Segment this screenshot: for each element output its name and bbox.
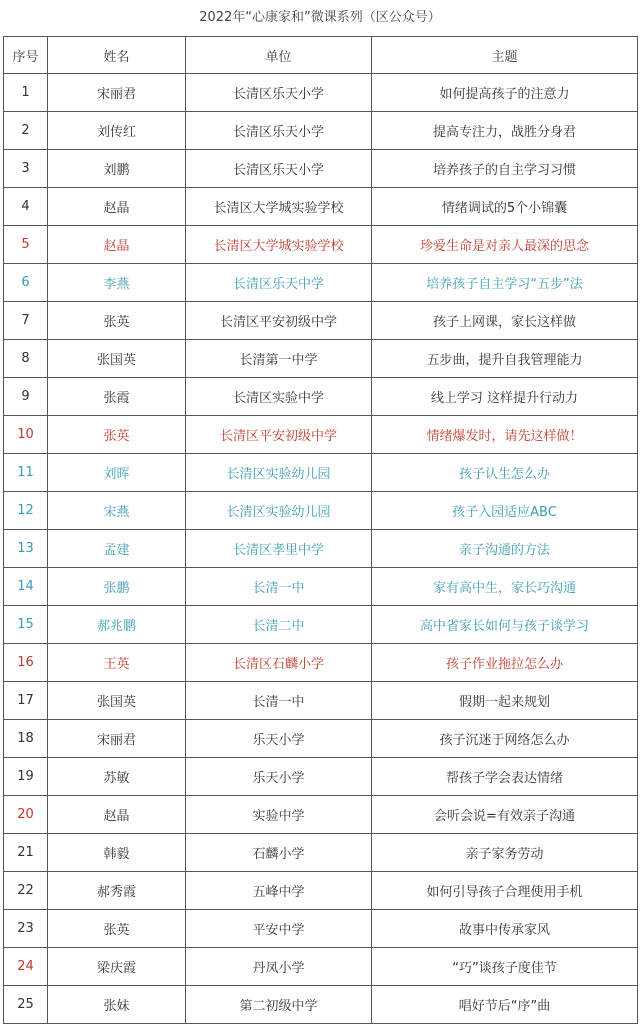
cell-topic: 孩子上网课，家长这样做 — [372, 302, 638, 340]
cell-unit: 长清区乐天小学 — [186, 112, 372, 150]
table-row — [4, 226, 638, 264]
cell-number: 14 — [4, 568, 48, 606]
table-row — [4, 758, 638, 796]
cell-unit: 乐天小学 — [186, 758, 372, 796]
cell-unit: 长清区大学城实验学校 — [186, 226, 372, 264]
header-number: 序号 — [4, 37, 48, 74]
cell-number: 18 — [4, 720, 48, 758]
table-row — [4, 416, 638, 454]
cell-name: 孟建 — [48, 530, 186, 568]
cell-number: 24 — [4, 948, 48, 986]
cell-name: 张英 — [48, 416, 186, 454]
cell-topic: 孩子入园适应ABC — [372, 492, 638, 530]
cell-topic: 珍爱生命是对亲人最深的思念 — [372, 226, 638, 264]
cell-topic: 情绪调试的5个小锦囊 — [372, 188, 638, 226]
cell-name: 刘鹏 — [48, 150, 186, 188]
header-name: 姓名 — [48, 37, 186, 74]
cell-name: 张霞 — [48, 378, 186, 416]
cell-number: 23 — [4, 910, 48, 948]
cell-unit: 长清二中 — [186, 606, 372, 644]
cell-number: 2 — [4, 112, 48, 150]
cell-name: 李燕 — [48, 264, 186, 302]
table-row — [4, 302, 638, 340]
cell-topic: 培养孩子自主学习“五步”法 — [372, 264, 638, 302]
cell-unit: 乐天小学 — [186, 720, 372, 758]
cell-number: 21 — [4, 834, 48, 872]
cell-topic: 家有高中生，家长巧沟通 — [372, 568, 638, 606]
micro-course-table — [3, 36, 638, 1024]
cell-topic: 孩子作业拖拉怎么办 — [372, 644, 638, 682]
table-row — [4, 606, 638, 644]
cell-name: 赵晶 — [48, 188, 186, 226]
cell-name: 张英 — [48, 910, 186, 948]
cell-unit: 长清区平安初级中学 — [186, 416, 372, 454]
cell-unit: 长清一中 — [186, 568, 372, 606]
cell-name: 张鹏 — [48, 568, 186, 606]
cell-topic: 假期一起来规划 — [372, 682, 638, 720]
cell-topic: 提高专注力，战胜分身君 — [372, 112, 638, 150]
cell-unit: 石麟小学 — [186, 834, 372, 872]
cell-unit: 长清第一中学 — [186, 340, 372, 378]
cell-name: 刘晖 — [48, 454, 186, 492]
cell-topic: 培养孩子的自主学习习惯 — [372, 150, 638, 188]
table-row — [4, 796, 638, 834]
cell-name: 刘传红 — [48, 112, 186, 150]
table-row — [4, 112, 638, 150]
cell-topic: 亲子沟通的方法 — [372, 530, 638, 568]
cell-number: 11 — [4, 454, 48, 492]
cell-name: 苏敏 — [48, 758, 186, 796]
cell-unit: 长清区实验幼儿园 — [186, 492, 372, 530]
cell-topic: 高中省家长如何与孩子谈学习 — [372, 606, 638, 644]
table-row — [4, 986, 638, 1024]
cell-topic: 会听会说=有效亲子沟通 — [372, 796, 638, 834]
table-row — [4, 530, 638, 568]
cell-name: 宋燕 — [48, 492, 186, 530]
cell-unit: 五峰中学 — [186, 872, 372, 910]
table-row — [4, 492, 638, 530]
cell-number: 6 — [4, 264, 48, 302]
cell-topic: 五步曲，提升自我管理能力 — [372, 340, 638, 378]
header-topic: 主题 — [372, 37, 638, 74]
cell-name: 赵晶 — [48, 796, 186, 834]
table-row — [4, 644, 638, 682]
cell-name: 宋丽君 — [48, 720, 186, 758]
cell-number: 12 — [4, 492, 48, 530]
cell-name: 梁庆霞 — [48, 948, 186, 986]
cell-topic: 孩子认生怎么办 — [372, 454, 638, 492]
table-row — [4, 378, 638, 416]
cell-topic: “巧”谈孩子度佳节 — [372, 948, 638, 986]
cell-topic: 亲子家务劳动 — [372, 834, 638, 872]
cell-number: 10 — [4, 416, 48, 454]
cell-number: 13 — [4, 530, 48, 568]
cell-unit: 实验中学 — [186, 796, 372, 834]
cell-number: 9 — [4, 378, 48, 416]
cell-number: 4 — [4, 188, 48, 226]
cell-topic: 故事中传承家风 — [372, 910, 638, 948]
table-row — [4, 150, 638, 188]
cell-unit: 平安中学 — [186, 910, 372, 948]
table-row — [4, 340, 638, 378]
table-row — [4, 682, 638, 720]
cell-name: 宋丽君 — [48, 74, 186, 112]
table-header-row — [4, 37, 638, 74]
cell-unit: 长清一中 — [186, 682, 372, 720]
cell-unit: 长清区平安初级中学 — [186, 302, 372, 340]
cell-topic: 帮孩子学会表达情绪 — [372, 758, 638, 796]
table-row — [4, 834, 638, 872]
cell-unit: 第二初级中学 — [186, 986, 372, 1024]
cell-number: 5 — [4, 226, 48, 264]
cell-name: 郝秀霞 — [48, 872, 186, 910]
cell-number: 17 — [4, 682, 48, 720]
cell-name: 张国英 — [48, 340, 186, 378]
cell-number: 8 — [4, 340, 48, 378]
table-row — [4, 872, 638, 910]
cell-unit: 长清区乐天中学 — [186, 264, 372, 302]
cell-number: 16 — [4, 644, 48, 682]
cell-name: 赵晶 — [48, 226, 186, 264]
cell-name: 张英 — [48, 302, 186, 340]
cell-number: 19 — [4, 758, 48, 796]
table-body — [4, 74, 638, 1024]
cell-unit: 长清区石麟小学 — [186, 644, 372, 682]
table-row — [4, 264, 638, 302]
cell-topic: 情绪爆发时，请先这样做！ — [372, 416, 638, 454]
cell-topic: 线上学习 这样提升行动力 — [372, 378, 638, 416]
cell-unit: 丹凤小学 — [186, 948, 372, 986]
table-row — [4, 74, 638, 112]
cell-number: 15 — [4, 606, 48, 644]
table-row — [4, 454, 638, 492]
document-title: 2022年“心康家和”微课系列（区公众号） — [199, 10, 441, 25]
cell-topic: 如何提高孩子的注意力 — [372, 74, 638, 112]
cell-name: 韩毅 — [48, 834, 186, 872]
cell-name: 郝兆鹏 — [48, 606, 186, 644]
cell-name: 张妹 — [48, 986, 186, 1024]
cell-number: 1 — [4, 74, 48, 112]
cell-unit: 长清区实验幼儿园 — [186, 454, 372, 492]
cell-unit: 长清区乐天小学 — [186, 150, 372, 188]
cell-topic: 唱好节后“序”曲 — [372, 986, 638, 1024]
cell-unit: 长清区实验中学 — [186, 378, 372, 416]
cell-number: 25 — [4, 986, 48, 1024]
table-row — [4, 948, 638, 986]
table-row — [4, 910, 638, 948]
table-row — [4, 568, 638, 606]
cell-number: 3 — [4, 150, 48, 188]
cell-unit: 长清区乐天小学 — [186, 74, 372, 112]
cell-number: 7 — [4, 302, 48, 340]
cell-topic: 孩子沉迷于网络怎么办 — [372, 720, 638, 758]
cell-number: 22 — [4, 872, 48, 910]
table-row — [4, 188, 638, 226]
cell-name: 张国英 — [48, 682, 186, 720]
cell-unit: 长清区大学城实验学校 — [186, 188, 372, 226]
cell-unit: 长清区孝里中学 — [186, 530, 372, 568]
cell-name: 王英 — [48, 644, 186, 682]
header-unit: 单位 — [186, 37, 372, 74]
table-row — [4, 720, 638, 758]
cell-number: 20 — [4, 796, 48, 834]
cell-topic: 如何引导孩子合理使用手机 — [372, 872, 638, 910]
